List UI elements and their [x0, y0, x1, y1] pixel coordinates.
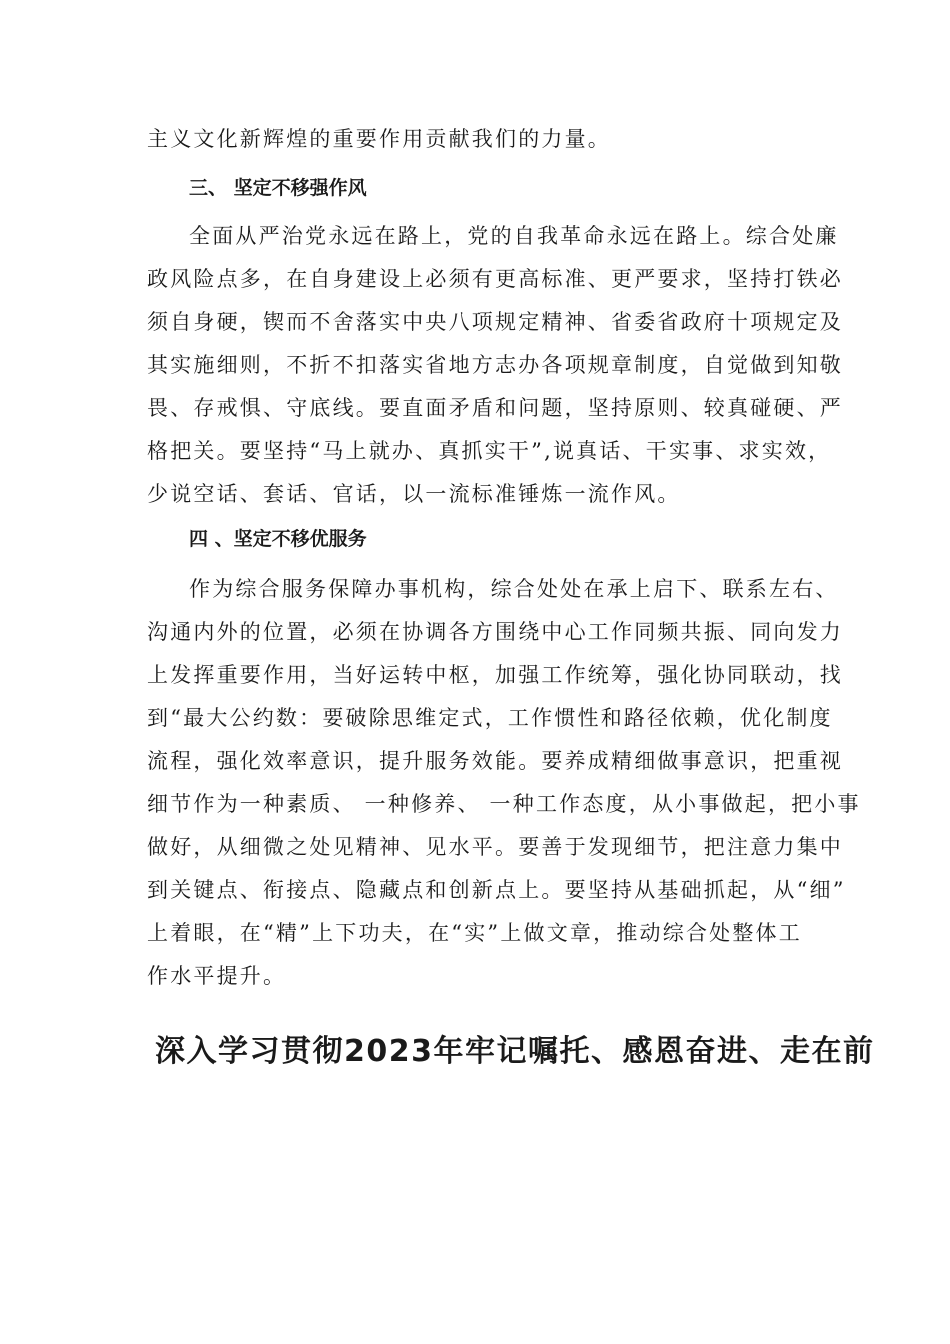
section-heading-4: 四 、坚定不移优服务 — [189, 528, 367, 550]
paragraph-line: 格把关。要坚持“马上就办、真抓实干”,说真话、干实事、求实效， — [147, 439, 832, 463]
article-title: 深入学习贯彻2023年牢记嘱托、感恩奋进、走在前 — [155, 1034, 875, 1069]
paragraph-line: 流程，强化效率意识，提升服务效能。要养成精细做事意识，把重视 — [147, 749, 843, 773]
paragraph-line: 全面从严治党永远在路上，党的自我革命永远在路上。综合处廉 — [189, 224, 839, 248]
paragraph-line: 到“最大公约数：要破除思维定式，工作惯性和路径依赖，优化制度 — [147, 706, 833, 730]
paragraph-line: 上发挥重要作用，当好运转中枢，加强工作统筹，强化协同联动，找 — [147, 663, 843, 687]
section-heading-3: 三、 坚定不移强作风 — [189, 177, 367, 199]
paragraph-line: 须自身硬，锲而不舍落实中央八项规定精神、省委省政府十项规定及 — [147, 310, 843, 334]
paragraph-line: 畏、存戒惧、守底线。要直面矛盾和问题，坚持原则、较真碰硬、严 — [147, 396, 843, 420]
paragraph-line: 做好，从细微之处见精神、见水平。要善于发现细节，把注意力集中 — [147, 835, 843, 859]
paragraph-line: 沟通内外的位置，必须在协调各方围绕中心工作同频共振、同向发力 — [147, 620, 843, 644]
paragraph-line: 主义文化新辉煌的重要作用贡献我们的力量。 — [147, 127, 611, 151]
paragraph-line: 上着眼，在“精”上下功夫，在“实”上做文章，推动综合处整体工 — [147, 921, 802, 945]
paragraph-line: 到关键点、衔接点、隐藏点和创新点上。要坚持从基础抓起，从“细” — [147, 878, 846, 902]
paragraph-line: 作为综合服务保障办事机构，综合处处在承上启下、联系左右、 — [189, 577, 839, 601]
paragraph-line: 其实施细则，不折不扣落实省地方志办各项规章制度，自觉做到知敬 — [147, 353, 843, 377]
paragraph-line: 政风险点多，在自身建设上必须有更高标准、更严要求，坚持打铁必 — [147, 267, 843, 291]
paragraph-line: 细节作为一种素质、 一种修养、 一种工作态度，从小事做起，把小事 — [147, 792, 861, 816]
paragraph-line: 少说空话、套话、官话，以一流标准锤炼一流作风。 — [147, 482, 681, 506]
paragraph-line: 作水平提升。 — [147, 964, 287, 988]
